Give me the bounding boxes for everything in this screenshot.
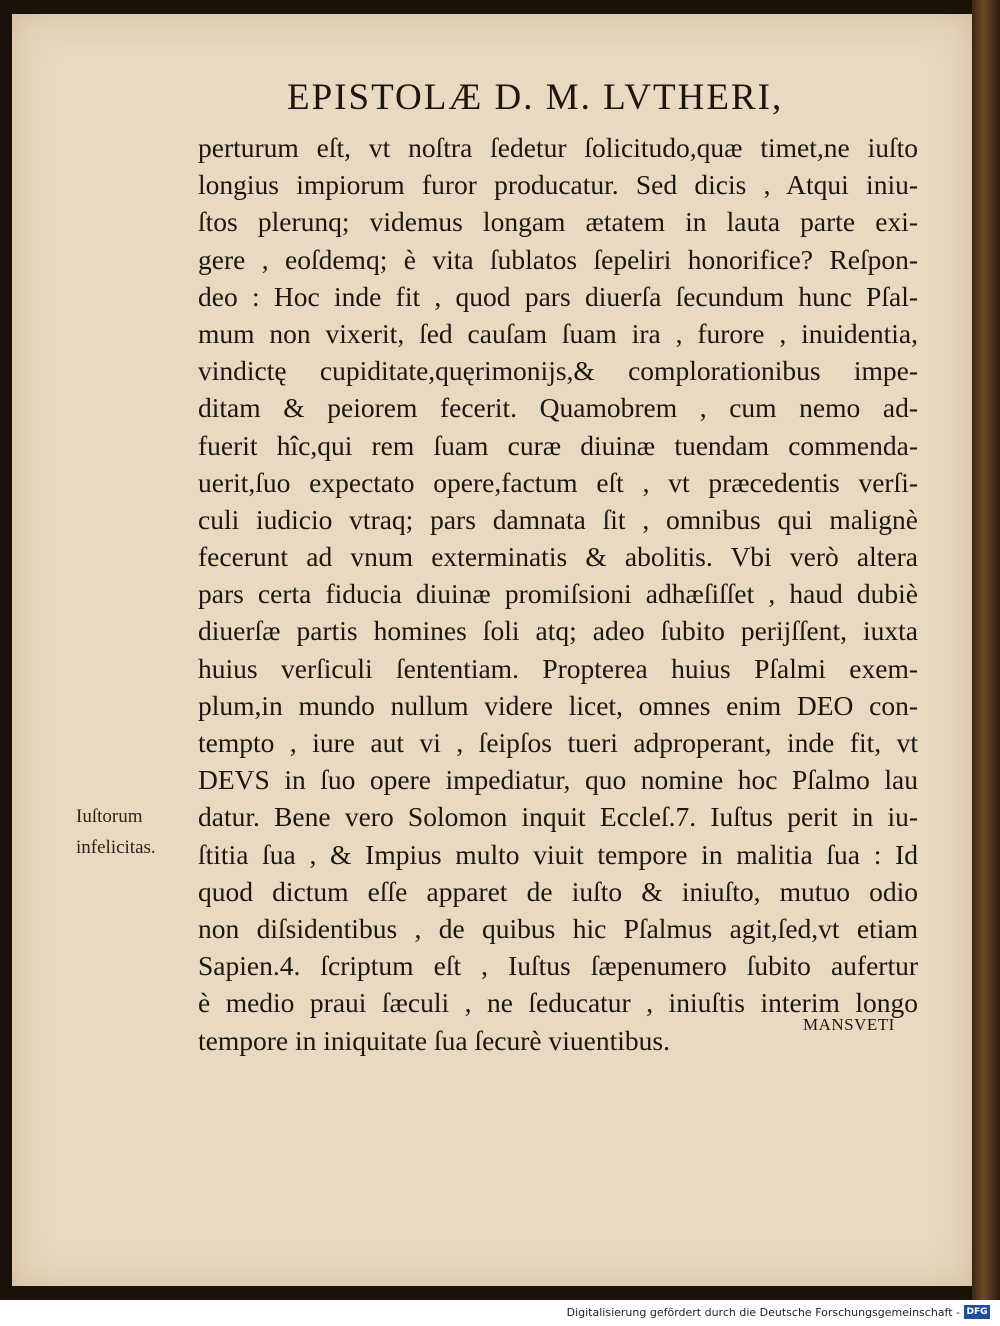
margin-note-line: infelicitas.	[76, 837, 156, 858]
dfg-logo: DFG	[964, 1305, 990, 1319]
text-line: uerit,ſuo expectato opere,factum eſt , vt præcedentis verſi-	[198, 466, 918, 498]
text-line: non diſsidentibus , de quibus hic Pſalmus agit,ſed,vt etiam	[198, 912, 918, 944]
text-line: huius verſiculi ſententiam. Propterea huius Pſalmi exem-	[198, 652, 918, 684]
running-head: EPISTOLÆ D. M. LVTHERI,	[287, 77, 784, 118]
text-line: fuerit hîc,qui rem ſuam curæ diuinæ tuendam commenda-	[198, 429, 918, 461]
text-line: tempore in iniquitate ſua ſecurè viuentibus.	[198, 1024, 670, 1056]
catchword: MANSVETI	[803, 1015, 895, 1034]
text-line: perturum eſt, vt noſtra ſedetur ſolicitudo,quæ timet,ne iuſto	[198, 132, 918, 163]
book-spine-edge	[972, 0, 1000, 1300]
text-line: deo : Hoc inde fit , quod pars diuerſa ſecundum hunc Pſal-	[198, 280, 918, 312]
text-line: pars certa fiducia diuinæ promiſsioni adhæſiſſet , haud dubiè	[198, 578, 918, 610]
text-line: vindictę cupiditate,quęrimonijs,& complorationibus impe-	[198, 355, 918, 387]
text-line: Sapien.4. ſcriptum eſt , Iuſtus ſæpenumero ſubito aufertur	[198, 950, 918, 982]
body-text	[198, 129, 918, 1059]
funding-credit: Digitalisierung gefördert durch die Deutsche Forschungsgemeinschaft -	[566, 1306, 960, 1319]
text-line: tempto , iure aut vi , ſeipſos tueri adproperant, inde fit, vt	[198, 727, 918, 758]
text-line: gere , eoſdemq; è vita ſublatos ſepeliri honorifice? Reſpon-	[198, 243, 918, 275]
text-line: mum non vixerit, ſed cauſam ſuam ira , furore , inuidentia,	[198, 317, 918, 349]
margin-note	[76, 801, 186, 863]
text-line: ſtos plerunq; videmus longam ætatem in lauta parte exi-	[198, 206, 918, 238]
text-line: culi iudicio vtraq; pars damnata ſit , omnibus qui malignè	[198, 503, 918, 535]
text-line: datur. Bene vero Solomon inquit Eccleſ.7. Iuſtus perit in iu-	[198, 801, 918, 833]
margin-note-line: Iuſtorum	[76, 806, 143, 827]
text-line: diuerſæ partis homines ſoli atq; adeo ſubito perijſſent, iuxta	[198, 615, 918, 647]
text-line: ſtitia ſua , & Impius multo viuit tempore in malitia ſua : Id	[198, 838, 918, 870]
text-line: longius impiorum furor producatur. Sed dicis , Atqui iniu-	[198, 169, 918, 201]
text-line: DEVS in ſuo opere impediatur, quo nomine hoc Pſalmo lau	[198, 764, 918, 796]
text-line: ditam & peiorem fecerit. Quamobrem , cum nemo ad-	[198, 392, 918, 424]
text-line: plum,in mundo nullum videre licet, omnes enim DEO con-	[198, 689, 918, 721]
text-line: è medio praui ſæculi , ne ſeducatur , iniuſtis interim longo	[198, 987, 918, 1019]
footer-bar	[0, 1300, 1000, 1326]
text-line: quod dictum eſſe apparet de iuſto & iniuſto, mutuo odio	[198, 875, 918, 907]
text-line: fecerunt ad vnum exterminatis & abolitis. Vbi verò altera	[198, 541, 918, 573]
